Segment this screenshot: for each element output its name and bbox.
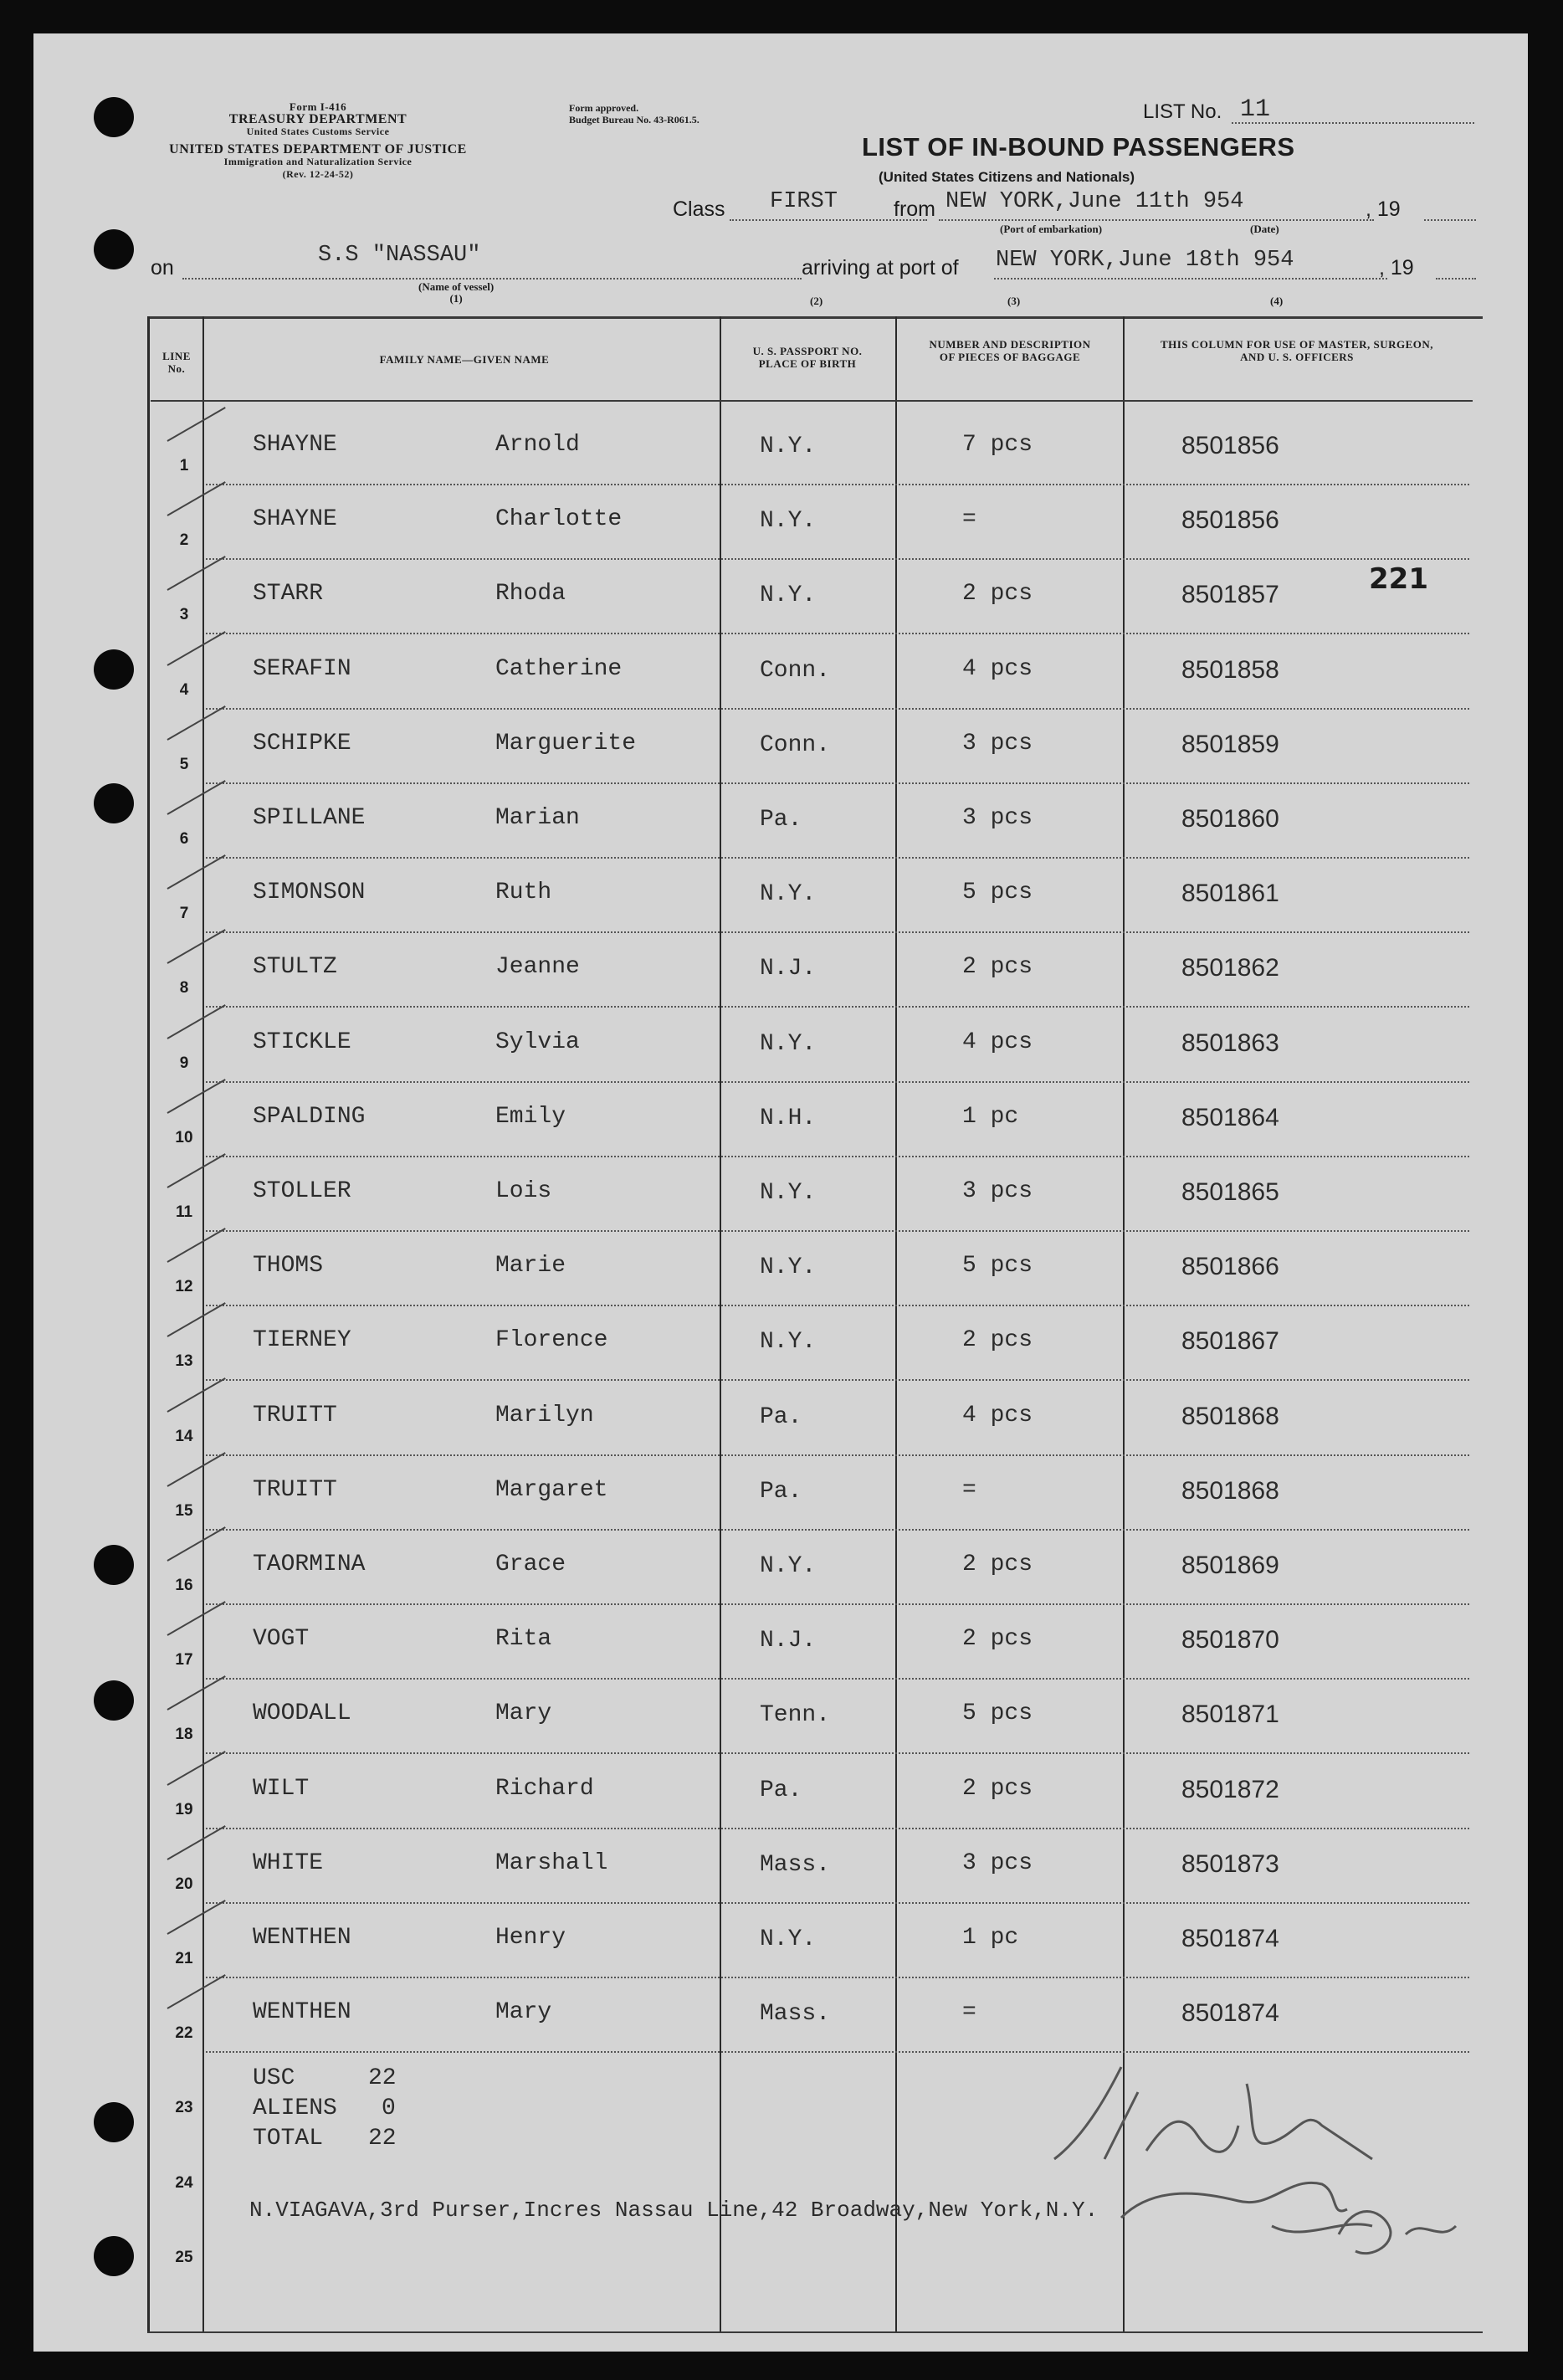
line-number: 5 xyxy=(179,755,189,773)
binder-hole xyxy=(94,783,134,823)
given-name: Richard xyxy=(495,1775,594,1802)
given-name: Marie xyxy=(495,1253,566,1280)
vessel-line xyxy=(182,278,802,280)
place-of-birth: N.Y. xyxy=(760,1254,817,1281)
baggage-pieces: 4 pcs xyxy=(962,1402,1033,1429)
date-caption: (Date) xyxy=(1250,223,1279,235)
passport-number: 8501863 xyxy=(1181,1028,1279,1057)
row-separator xyxy=(206,1678,1469,1680)
place-of-birth: Tenn. xyxy=(760,1702,831,1729)
binder-hole xyxy=(94,97,134,137)
baggage-pieces: 1 pc xyxy=(962,1103,1019,1130)
family-name: STICKLE xyxy=(253,1028,351,1055)
row-separator xyxy=(206,1977,1469,1978)
line-number: 16 xyxy=(175,1577,193,1594)
row-separator xyxy=(206,857,1469,859)
place-of-birth: N.H. xyxy=(760,1105,817,1131)
line-number: 1 xyxy=(179,457,189,474)
place-of-birth: N.Y. xyxy=(760,508,817,535)
row-separator xyxy=(206,1828,1469,1829)
line-number: 4 xyxy=(179,680,189,699)
check-mark-icon xyxy=(167,1526,226,1562)
form-number: Form I-416 xyxy=(289,100,347,113)
line-number: 24 xyxy=(175,2173,193,2192)
budget-bureau: Budget Bureau No. 43-R061.5. xyxy=(569,114,700,126)
on-label: on xyxy=(151,256,174,280)
place-of-birth: N.Y. xyxy=(760,1030,817,1057)
form-approval xyxy=(569,102,700,126)
check-mark-icon xyxy=(167,1601,226,1636)
total-value: 22 xyxy=(368,2126,397,2152)
check-mark-icon xyxy=(167,1228,226,1263)
vessel-name: S.S "NASSAU" xyxy=(318,243,481,268)
binder-hole xyxy=(94,649,134,690)
passport-number: 8501872 xyxy=(1181,1775,1279,1803)
baggage-pieces: 2 pcs xyxy=(962,1552,1033,1577)
given-name: Marilyn xyxy=(495,1402,594,1429)
given-name: Charlotte xyxy=(495,506,623,533)
row-separator xyxy=(206,1305,1469,1306)
baggage-pieces: = xyxy=(962,506,976,533)
given-name: Mary xyxy=(495,1700,552,1727)
row-separator xyxy=(206,1902,1469,1904)
row-separator xyxy=(206,1006,1469,1008)
check-mark-icon xyxy=(167,1825,226,1860)
place-of-birth: Conn. xyxy=(760,731,831,758)
header-divider xyxy=(151,400,1473,402)
family-name: SIMONSON xyxy=(253,880,366,906)
check-mark-icon xyxy=(167,557,226,592)
binder-hole xyxy=(94,229,134,269)
family-name: STOLLER xyxy=(253,1178,351,1204)
family-name: WENTHEN xyxy=(253,1925,351,1951)
row-separator xyxy=(206,633,1469,634)
binder-hole xyxy=(94,1680,134,1721)
given-name: Grace xyxy=(495,1552,566,1577)
check-mark-icon xyxy=(167,1676,226,1711)
given-name: Marshall xyxy=(495,1849,608,1876)
margin-mark: 221 xyxy=(1369,562,1428,596)
arriving-label: arriving at port of xyxy=(802,256,959,280)
total-label: TOTAL xyxy=(253,2126,324,2152)
row-separator xyxy=(206,1230,1469,1232)
place-of-birth: N.J. xyxy=(760,1628,817,1654)
line-number: 11 xyxy=(175,1203,193,1221)
baggage-pieces: 4 pcs xyxy=(962,655,1033,682)
place-of-birth: N.Y. xyxy=(760,1329,817,1356)
col-header-passport: U. S. PASSPORT NO. PLACE OF BIRTH xyxy=(752,345,863,370)
given-name: Rita xyxy=(495,1626,552,1653)
line-number: 23 xyxy=(175,2099,193,2117)
row-separator xyxy=(206,1156,1469,1157)
year-line-1 xyxy=(1424,219,1476,221)
row-separator xyxy=(206,931,1469,933)
place-of-birth: Mass. xyxy=(760,2001,831,2028)
column-divider-birth xyxy=(895,316,897,2333)
family-name: SHAYNE xyxy=(253,506,337,533)
embarkation-value: NEW YORK,June 11th 954 xyxy=(945,189,1244,214)
officer-signature xyxy=(1021,2034,1489,2285)
baggage-pieces: 7 pcs xyxy=(962,432,1033,458)
class-label: Class xyxy=(673,197,725,221)
passport-number: 8501865 xyxy=(1181,1178,1279,1206)
line-number: 3 xyxy=(179,606,189,624)
passport-number: 8501868 xyxy=(1181,1476,1279,1505)
passport-number: 8501867 xyxy=(1181,1327,1279,1356)
line-number: 8 xyxy=(179,979,189,998)
family-name: VOGT xyxy=(253,1626,310,1653)
line-number: 17 xyxy=(175,1651,193,1670)
vessel-caption-text: (Name of vessel) xyxy=(418,280,495,293)
line-number: 13 xyxy=(175,1352,193,1371)
customs-service: United States Customs Service xyxy=(246,126,390,137)
family-name: WILT xyxy=(253,1775,310,1802)
form-header-block xyxy=(146,100,489,181)
form-revision: (Rev. 12-24-52) xyxy=(282,168,354,180)
line-number: 2 xyxy=(179,531,189,550)
family-name: STULTZ xyxy=(253,954,337,981)
baggage-pieces: 3 pcs xyxy=(962,805,1033,831)
given-name: Jeanne xyxy=(495,954,580,981)
baggage-pieces: 5 pcs xyxy=(962,1700,1033,1727)
check-mark-icon xyxy=(167,1751,226,1786)
given-name: Margaret xyxy=(495,1476,608,1503)
check-mark-icon xyxy=(167,1900,226,1935)
ins-service: Immigration and Naturalization Service xyxy=(223,156,413,167)
col-caption-3: (3) xyxy=(1007,295,1021,307)
passport-number: 8501869 xyxy=(1181,1552,1279,1579)
place-of-birth: N.Y. xyxy=(760,881,817,908)
row-separator xyxy=(206,708,1469,710)
family-name: SCHIPKE xyxy=(253,730,351,757)
line-number: 14 xyxy=(175,1427,193,1445)
year-suffix-2: , 19 xyxy=(1379,256,1414,280)
check-mark-icon xyxy=(167,1079,226,1114)
line-number: 9 xyxy=(179,1054,189,1072)
from-label: from xyxy=(894,197,935,221)
row-separator xyxy=(206,1454,1469,1456)
line-number: 10 xyxy=(175,1128,193,1146)
family-name: TRUITT xyxy=(253,1476,337,1503)
given-name: Lois xyxy=(495,1178,552,1204)
vessel-caption-number: (1) xyxy=(449,292,463,305)
line-number: 25 xyxy=(175,2248,193,2266)
line-number: 19 xyxy=(175,1800,193,1818)
baggage-pieces: 5 pcs xyxy=(962,880,1033,906)
place-of-birth: N.Y. xyxy=(760,433,817,459)
passport-number: 8501856 xyxy=(1181,432,1279,459)
given-name: Henry xyxy=(495,1925,566,1951)
passport-number: 8501864 xyxy=(1181,1103,1279,1131)
line-number: 6 xyxy=(179,830,189,848)
place-of-birth: N.Y. xyxy=(760,1180,817,1206)
baggage-pieces: 2 pcs xyxy=(962,581,1033,608)
family-name: SPALDING xyxy=(253,1103,366,1130)
check-mark-icon xyxy=(167,1153,226,1188)
given-name: Marguerite xyxy=(495,730,637,757)
vessel-caption xyxy=(418,281,494,305)
place-of-birth: N.Y. xyxy=(760,582,817,609)
usc-label: USC xyxy=(253,2065,295,2091)
list-label: LIST No. xyxy=(1143,100,1222,123)
baggage-pieces: = xyxy=(962,1476,976,1503)
given-name: Marian xyxy=(495,805,580,831)
baggage-pieces: 4 pcs xyxy=(962,1028,1033,1055)
family-name: WOODALL xyxy=(253,1700,351,1727)
check-mark-icon xyxy=(167,481,226,516)
given-name: Florence xyxy=(495,1327,608,1354)
passport-number: 8501871 xyxy=(1181,1700,1279,1729)
family-name: TAORMINA xyxy=(253,1552,366,1577)
given-name: Arnold xyxy=(495,432,580,458)
given-name: Catherine xyxy=(495,655,623,682)
passport-number: 8501858 xyxy=(1181,655,1279,684)
passport-number: 8501870 xyxy=(1181,1626,1279,1654)
row-separator xyxy=(206,484,1469,485)
check-mark-icon xyxy=(167,705,226,741)
baggage-pieces: 5 pcs xyxy=(962,1253,1033,1280)
year-line-2 xyxy=(1436,278,1476,280)
row-separator xyxy=(206,1603,1469,1605)
family-name: WENTHEN xyxy=(253,1999,351,2026)
family-name: SPILLANE xyxy=(253,805,366,831)
passport-number: 8501859 xyxy=(1181,730,1279,758)
check-mark-icon xyxy=(167,631,226,666)
row-separator xyxy=(206,782,1469,784)
line-number: 21 xyxy=(175,1950,193,1967)
passport-number: 8501866 xyxy=(1181,1253,1279,1281)
given-name: Sylvia xyxy=(495,1028,580,1055)
check-mark-icon xyxy=(167,407,226,442)
line-number: 12 xyxy=(175,1278,193,1296)
year-suffix-1: , 19 xyxy=(1366,197,1401,221)
place-of-birth: N.Y. xyxy=(760,1553,817,1579)
passport-number: 8501868 xyxy=(1181,1402,1279,1430)
col-header-line-no: LINE No. xyxy=(162,350,191,375)
baggage-pieces: 2 pcs xyxy=(962,954,1033,981)
family-name: SERAFIN xyxy=(253,655,351,682)
check-mark-icon xyxy=(167,1377,226,1413)
column-divider-name xyxy=(720,316,721,2333)
place-of-birth: Mass. xyxy=(760,1851,831,1878)
row-separator xyxy=(206,558,1469,560)
aliens-label: ALIENS xyxy=(253,2095,337,2121)
list-number: 11 xyxy=(1240,95,1271,124)
check-mark-icon xyxy=(167,930,226,965)
aliens-value: 0 xyxy=(382,2095,396,2121)
passport-number: 8501861 xyxy=(1181,880,1279,908)
binder-hole xyxy=(94,2102,134,2142)
given-name: Mary xyxy=(495,1999,552,2026)
col-caption-4: (4) xyxy=(1270,295,1284,307)
check-mark-icon xyxy=(167,780,226,815)
check-mark-icon xyxy=(167,1452,226,1487)
col-header-officers: THIS COLUMN FOR USE OF MASTER, SURGEON, AND U. S. OFFICERS xyxy=(1161,338,1433,363)
row-separator xyxy=(206,1752,1469,1754)
passport-number: 8501860 xyxy=(1181,805,1279,833)
check-mark-icon xyxy=(167,1004,226,1039)
purser-signature-line: N.VIAGAVA,3rd Purser,Incres Nassau Line,42 Broadway,New York,N.Y. xyxy=(249,2198,1099,2223)
arrival-value: NEW YORK,June 18th 954 xyxy=(996,248,1294,273)
table-top-border xyxy=(147,316,1483,319)
baggage-pieces: 3 pcs xyxy=(962,1178,1033,1204)
passport-number: 8501857 xyxy=(1181,581,1279,609)
given-name: Ruth xyxy=(495,880,552,906)
table-left-border xyxy=(147,316,150,2333)
passport-number: 8501874 xyxy=(1181,1925,1279,1952)
line-number: 7 xyxy=(179,905,189,923)
manifest-sheet xyxy=(33,33,1528,2352)
family-name: STARR xyxy=(253,581,324,608)
binder-hole xyxy=(94,1545,134,1585)
place-of-birth: Conn. xyxy=(760,657,831,684)
baggage-pieces: 2 pcs xyxy=(962,1775,1033,1802)
treasury-department: TREASURY DEPARTMENT xyxy=(228,112,407,126)
class-value: FIRST xyxy=(770,189,838,214)
line-number: 20 xyxy=(175,1875,193,1893)
place-of-birth: Pa. xyxy=(760,807,802,833)
table-bottom-border xyxy=(147,2331,1483,2333)
col-caption-2: (2) xyxy=(810,295,823,307)
col-header-name: FAMILY NAME—GIVEN NAME xyxy=(379,353,550,366)
family-name: TRUITT xyxy=(253,1402,337,1429)
family-name: SHAYNE xyxy=(253,432,337,458)
binder-hole xyxy=(94,2236,134,2276)
check-mark-icon xyxy=(167,1303,226,1338)
family-name: WHITE xyxy=(253,1849,324,1876)
passport-number: 8501862 xyxy=(1181,954,1279,982)
passport-number: 8501874 xyxy=(1181,1999,1279,2028)
passport-number: 8501873 xyxy=(1181,1849,1279,1878)
justice-department: UNITED STATES DEPARTMENT OF JUSTICE xyxy=(169,142,467,156)
usc-value: 22 xyxy=(368,2065,397,2091)
column-divider-baggage xyxy=(1123,316,1125,2333)
row-separator xyxy=(206,1379,1469,1381)
baggage-pieces: = xyxy=(962,1999,976,2026)
baggage-pieces: 2 pcs xyxy=(962,1626,1033,1653)
given-name: Emily xyxy=(495,1103,566,1130)
passport-number: 8501856 xyxy=(1181,506,1279,535)
place-of-birth: N.J. xyxy=(760,956,817,982)
form-approved: Form approved. xyxy=(569,102,639,114)
from-line xyxy=(939,219,1374,221)
line-number: 15 xyxy=(175,1501,193,1520)
baggage-pieces: 1 pc xyxy=(962,1925,1019,1951)
baggage-pieces: 3 pcs xyxy=(962,730,1033,757)
line-number: 18 xyxy=(175,1726,193,1744)
family-name: THOMS xyxy=(253,1253,324,1280)
check-mark-icon xyxy=(167,1974,226,2009)
column-divider-line xyxy=(202,316,204,2333)
place-of-birth: Pa. xyxy=(760,1777,802,1803)
place-of-birth: Pa. xyxy=(760,1403,802,1430)
baggage-pieces: 2 pcs xyxy=(962,1327,1033,1354)
page-title: LIST OF IN-BOUND PASSENGERS xyxy=(862,132,1295,162)
line-number: 22 xyxy=(175,2024,193,2043)
col-header-baggage: NUMBER AND DESCRIPTION OF PIECES OF BAGGAGE xyxy=(929,338,1091,363)
baggage-pieces: 3 pcs xyxy=(962,1849,1033,1876)
place-of-birth: N.Y. xyxy=(760,1926,817,1952)
arriving-line xyxy=(994,278,1387,280)
given-name: Rhoda xyxy=(495,581,566,608)
row-separator xyxy=(206,1081,1469,1083)
page-subtitle: (United States Citizens and Nationals) xyxy=(879,169,1135,185)
port-caption: (Port of embarkation) xyxy=(1000,223,1103,235)
place-of-birth: Pa. xyxy=(760,1478,802,1505)
family-name: TIERNEY xyxy=(253,1327,351,1354)
row-separator xyxy=(206,1529,1469,1531)
check-mark-icon xyxy=(167,854,226,890)
